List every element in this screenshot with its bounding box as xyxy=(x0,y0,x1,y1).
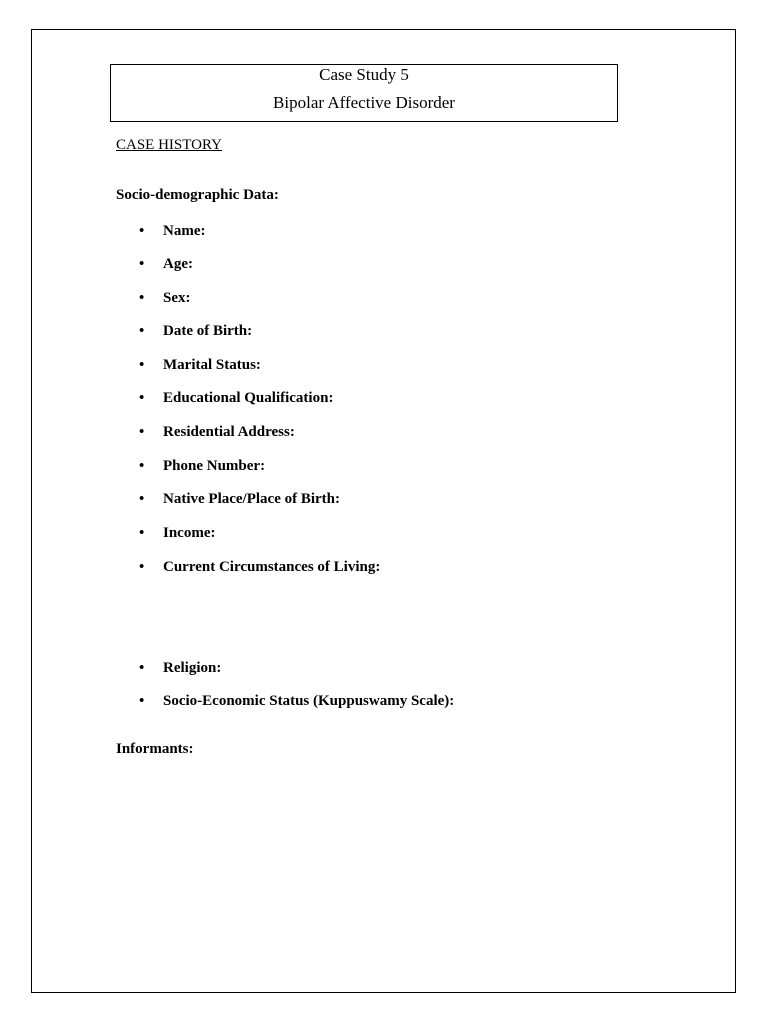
bullet-icon: • xyxy=(139,290,145,306)
bullet-icon: • xyxy=(139,256,145,272)
bullet-icon: • xyxy=(139,424,145,440)
page-title: Case Study 5 xyxy=(319,65,409,84)
bullet-icon: • xyxy=(139,559,145,575)
informants-heading: Informants: xyxy=(116,741,194,757)
field-label: Religion: xyxy=(163,660,222,676)
bullet-icon: • xyxy=(139,357,145,373)
page-subtitle: Bipolar Affective Disorder xyxy=(273,93,455,112)
bullet-icon: • xyxy=(139,693,145,709)
bullet-icon: • xyxy=(139,491,145,507)
bullet-icon: • xyxy=(139,323,145,339)
field-label: Age: xyxy=(163,256,193,272)
case-history-heading: CASE HISTORY xyxy=(116,137,222,153)
page-border xyxy=(31,29,736,993)
bullet-icon: • xyxy=(139,458,145,474)
field-label: Socio-Economic Status (Kuppuswamy Scale): xyxy=(163,693,455,709)
field-label: Sex: xyxy=(163,290,191,306)
field-label: Educational Qualification: xyxy=(163,390,334,406)
field-label: Name: xyxy=(163,223,206,239)
field-label: Native Place/Place of Birth: xyxy=(163,491,341,507)
bullet-icon: • xyxy=(139,525,145,541)
field-label: Marital Status: xyxy=(163,357,261,373)
bullet-icon: • xyxy=(139,223,145,239)
bullet-icon: • xyxy=(139,390,145,406)
field-label: Income: xyxy=(163,525,216,541)
bullet-icon: • xyxy=(139,660,145,676)
field-label: Current Circumstances of Living: xyxy=(163,559,381,575)
field-label: Residential Address: xyxy=(163,424,295,440)
field-label: Phone Number: xyxy=(163,458,266,474)
field-label: Date of Birth: xyxy=(163,323,253,339)
socio-demographic-heading: Socio-demographic Data: xyxy=(116,187,279,203)
title-box xyxy=(110,64,618,122)
